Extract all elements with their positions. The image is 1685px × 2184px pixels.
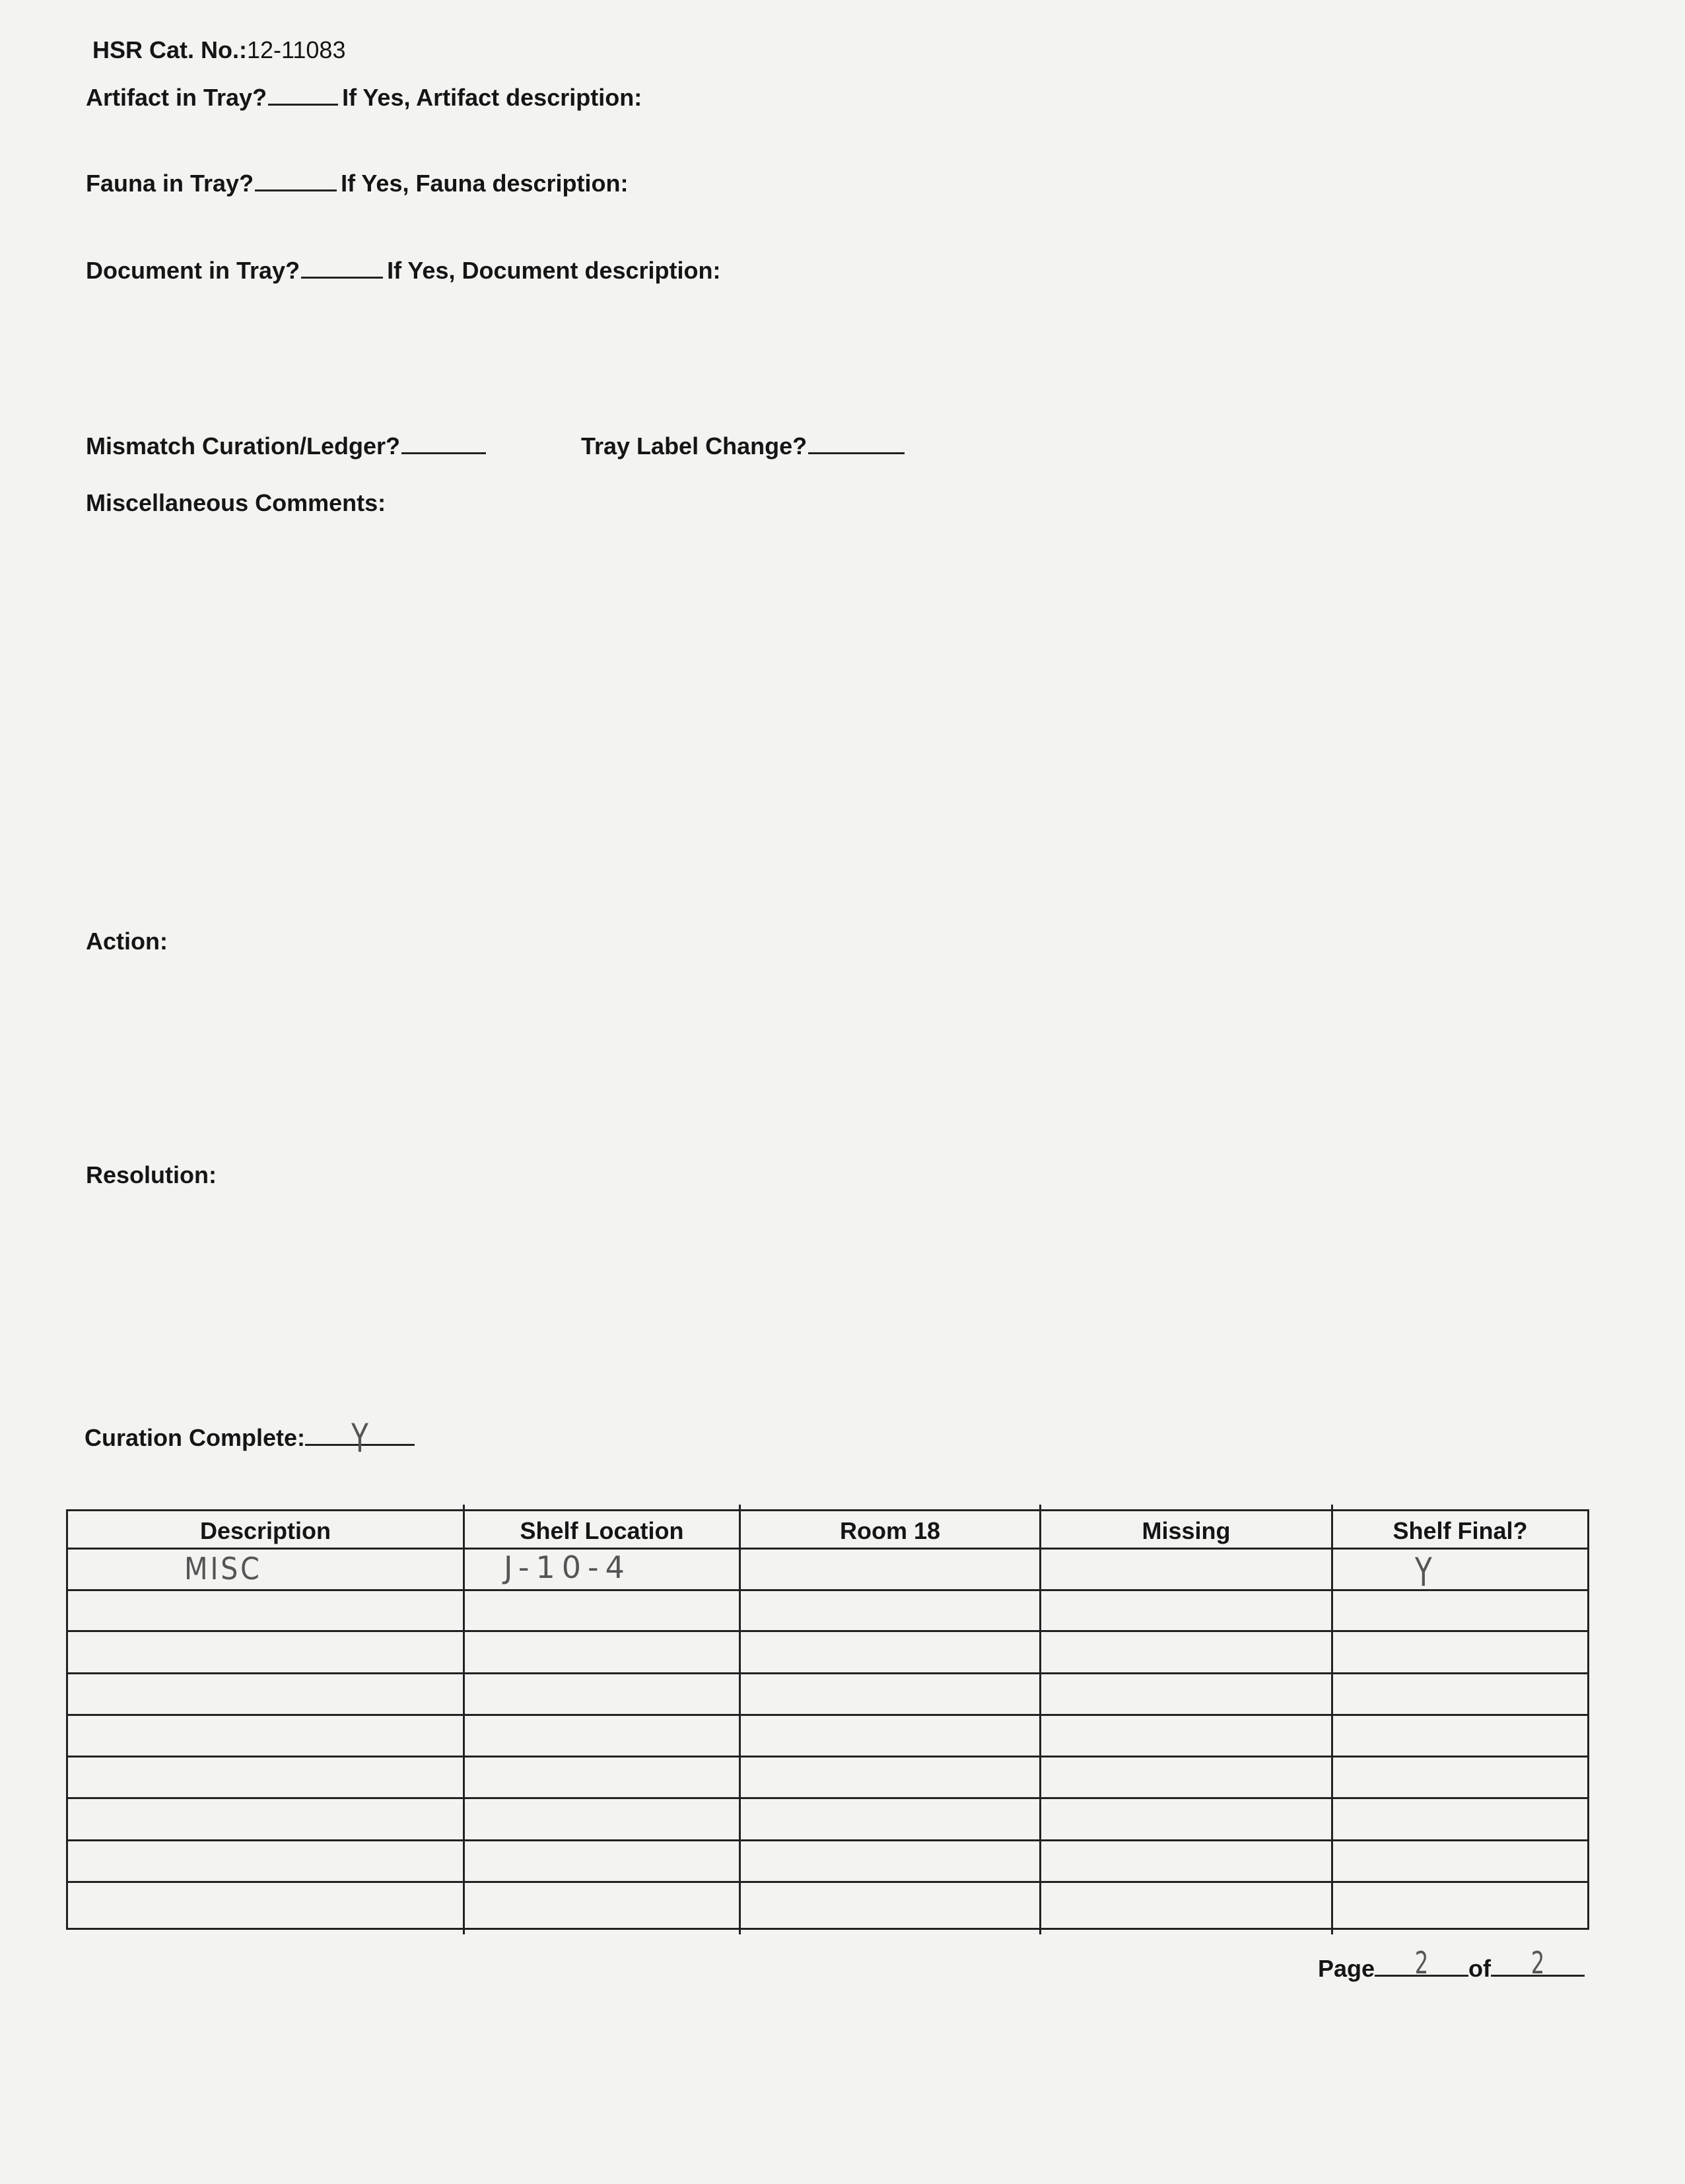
misc-comments-label: Miscellaneous Comments: [86,489,386,516]
row-divider [68,1548,1587,1550]
curation-complete-value: Y [351,1416,368,1462]
column-header-room-18: Room 18 [839,1517,941,1544]
action-label: Action: [86,928,168,955]
artifact-question: Artifact in Tray? [86,84,267,111]
document-question: Document in Tray? [86,257,300,284]
of-label: of [1468,1955,1492,1982]
curation-complete-row [85,1416,419,1462]
page-total-field[interactable] [1491,1945,1585,1981]
column-divider [1331,1505,1333,1934]
artifact-row [86,83,642,112]
catalog-number-value: 12-11083 [247,36,346,63]
column-divider [739,1505,741,1934]
artifact-answer-field[interactable] [268,84,338,106]
tray-label-question: Tray Label Change? [581,432,808,460]
row-1-shelf-final: Y [1415,1550,1432,1596]
mismatch-answer-field[interactable] [401,432,486,454]
page-total-value: 2 [1530,1945,1545,1981]
column-header-shelf-final: Shelf Final? [1393,1517,1528,1544]
catalog-number [92,36,345,65]
row-divider [68,1630,1587,1632]
row-1-shelf-location: J-10-4 [504,1550,631,1585]
resolution-label: Resolution: [86,1161,217,1188]
mismatch-question: Mismatch Curation/Ledger? [86,432,401,460]
page-label: Page [1318,1955,1375,1982]
mismatch-row [86,432,490,461]
tray-label-row [581,432,909,461]
row-divider [68,1672,1587,1674]
row-divider [68,1589,1587,1591]
row-divider [68,1881,1587,1883]
column-divider [463,1505,465,1934]
row-divider [68,1839,1587,1841]
column-header-shelf-location: Shelf Location [520,1517,684,1544]
document-description-label: If Yes, Document description: [387,257,721,284]
document-row [86,256,721,285]
page-number-field[interactable] [1375,1945,1468,1981]
artifact-description-label: If Yes, Artifact description: [342,84,642,111]
row-divider [68,1756,1587,1757]
row-divider [68,1714,1587,1716]
curation-complete-field[interactable] [305,1416,415,1462]
catalog-number-label: HSR Cat. No.: [92,36,247,63]
curation-complete-label: Curation Complete: [85,1424,306,1451]
fauna-description-label: If Yes, Fauna description: [341,170,629,197]
column-divider [1039,1505,1041,1934]
curation-table [66,1509,1589,1930]
fauna-row [86,169,629,198]
row-divider [68,1797,1587,1799]
column-header-description: Description [199,1517,331,1544]
page-count [1318,1945,1585,1983]
document-answer-field[interactable] [301,257,383,279]
fauna-question: Fauna in Tray? [86,170,254,197]
column-header-missing: Missing [1142,1517,1231,1544]
fauna-answer-field[interactable] [255,170,337,191]
tray-label-answer-field[interactable] [808,432,905,454]
page-number-value: 2 [1414,1945,1429,1981]
row-1-description: MISC [184,1551,262,1587]
